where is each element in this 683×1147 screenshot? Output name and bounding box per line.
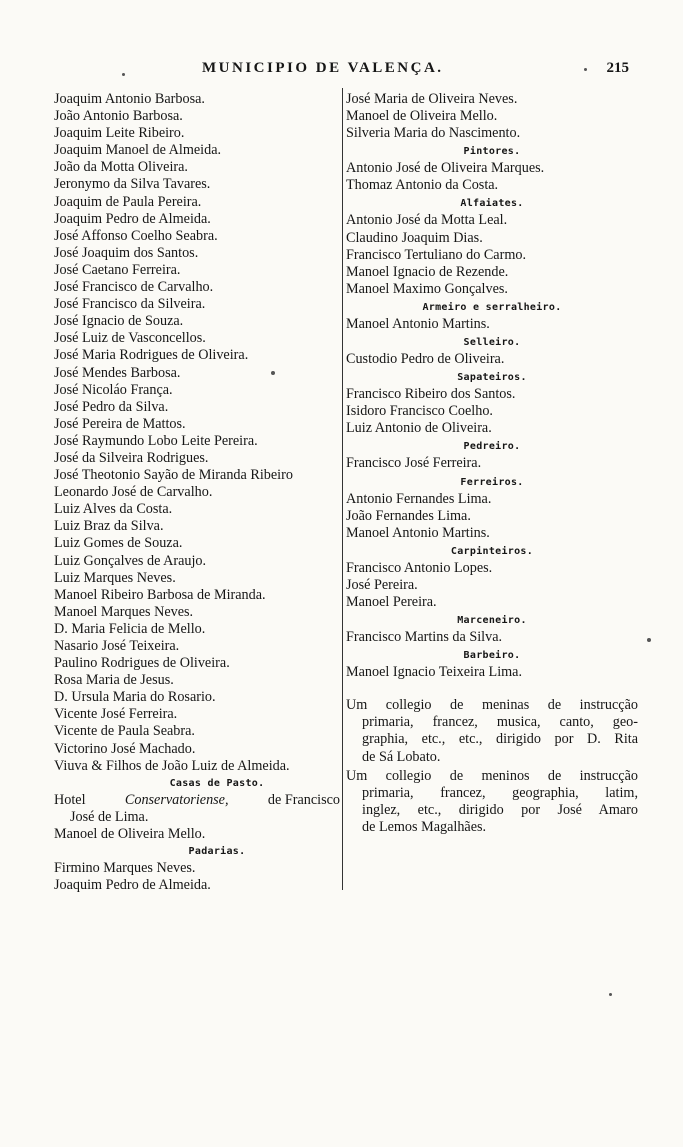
list-item: Luiz Marques Neves. bbox=[54, 569, 176, 586]
padarias-list bbox=[54, 860, 340, 894]
list-item: José Maria Rodrigues de Oliveira. bbox=[54, 347, 249, 364]
hotel-owner: José de Lima. bbox=[70, 808, 149, 825]
list-item: Vicente de Paula Seabra. bbox=[54, 723, 195, 740]
list-item: José Raymundo Lobo Leite Pereira. bbox=[54, 432, 258, 449]
section-heading-marceneiro: Marceneiro. bbox=[457, 615, 527, 627]
list-item: Manoel Antonio Martins. bbox=[346, 315, 490, 332]
list-item: Antonio José de Oliveira Marques. bbox=[346, 160, 545, 177]
page-number: 215 bbox=[606, 60, 629, 76]
list-item: D. Maria Felicia de Mello. bbox=[54, 620, 206, 637]
list-item: Francisco Martins da Silva. bbox=[346, 629, 503, 646]
section-heading-carpinteiros: Carpinteiros. bbox=[450, 545, 534, 557]
list-item: Rosa Maria de Jesus. bbox=[54, 672, 174, 689]
list-item: José Pereira. bbox=[346, 576, 418, 593]
college-notice-line: de Lemos Magalhães. bbox=[362, 818, 487, 835]
section-heading-sapateiros: Sapateiros. bbox=[457, 372, 527, 384]
college-notice-line: inglez, etc., dirigido por José Amaro bbox=[362, 801, 638, 818]
hotel-entry bbox=[54, 792, 340, 826]
college-notice-line: de Sá Lobato. bbox=[362, 748, 441, 765]
list-item: Joaquim Leite Ribeiro. bbox=[54, 125, 185, 142]
list-item: Victorino José Machado. bbox=[54, 740, 196, 757]
college-notice-line: Um collegio de meninas de instrucção bbox=[346, 697, 638, 714]
list-item: Manoel de Oliveira Mello. bbox=[54, 825, 206, 842]
list-item: Leonardo José de Carvalho. bbox=[54, 484, 213, 501]
list-item: Antonio Fernandes Lima. bbox=[346, 490, 492, 507]
list-item: José Ignacio de Souza. bbox=[54, 313, 184, 330]
list-item: Francisco José Ferreira. bbox=[346, 455, 482, 472]
section-heading-selleiro: Selleiro. bbox=[463, 337, 521, 349]
list-item: Manoel Maximo Gonçalves. bbox=[346, 280, 508, 297]
college-notice-line: Um collegio de meninos de instrucção bbox=[346, 767, 638, 784]
list-item: João Antonio Barbosa. bbox=[54, 108, 183, 125]
list-item: Viuva & Filhos de João Luiz de Almeida. bbox=[54, 757, 290, 774]
college-notice-line: primaria, francez, musica, canto, geo- bbox=[362, 714, 638, 731]
left-column bbox=[54, 91, 340, 894]
speck bbox=[647, 638, 651, 642]
right-top-list bbox=[346, 91, 638, 142]
list-item: José Nicoláo França. bbox=[54, 381, 173, 398]
list-item: José Maria de Oliveira Neves. bbox=[346, 91, 518, 107]
section-heading-ferreiros: Ferreiros. bbox=[460, 476, 524, 488]
list-item: Luiz Alves da Costa. bbox=[54, 501, 173, 518]
list-item: Manoel Marques Neves. bbox=[54, 603, 194, 620]
college-notices bbox=[346, 697, 638, 836]
list-item: José Francisco da Silveira. bbox=[54, 296, 206, 313]
list-item: Luiz Braz da Silva. bbox=[54, 518, 164, 535]
list-item: José Pereira de Mattos. bbox=[54, 415, 186, 432]
list-item: Silveria Maria do Nascimento. bbox=[346, 125, 521, 142]
speck bbox=[122, 73, 125, 76]
hotel-name: Conservatoriense, bbox=[124, 791, 229, 808]
list-item: João Fernandes Lima. bbox=[346, 507, 471, 524]
list-item: Joaquim de Paula Pereira. bbox=[54, 193, 202, 210]
right-column bbox=[346, 91, 638, 836]
column-divider bbox=[342, 88, 343, 890]
list-item: D. Ursula Maria do Rosario. bbox=[54, 689, 216, 706]
hotel-prefix: Hotel bbox=[54, 791, 86, 808]
list-item: José Mendes Barbosa. bbox=[54, 364, 181, 381]
list-item: Francisco Antonio Lopes. bbox=[346, 559, 493, 576]
left-name-list bbox=[54, 91, 340, 775]
list-item: Luiz Gonçalves de Araujo. bbox=[54, 552, 207, 569]
section-heading-casas-de-pasto: Casas de Pasto. bbox=[169, 777, 265, 789]
list-item: Firmino Marques Neves. bbox=[54, 860, 196, 877]
trade-sections bbox=[346, 142, 638, 681]
list-item: Joaquim Antonio Barbosa. bbox=[54, 91, 205, 107]
list-item: José Affonso Coelho Seabra. bbox=[54, 227, 218, 244]
list-item: Manoel de Oliveira Mello. bbox=[346, 108, 498, 125]
list-item: José Joaquim dos Santos. bbox=[54, 244, 199, 261]
list-item: Isidoro Francisco Coelho. bbox=[346, 403, 493, 420]
list-item: Francisco Tertuliano do Carmo. bbox=[346, 246, 526, 263]
section-heading-armeiro-e-serralheiro: Armeiro e serralheiro. bbox=[422, 301, 562, 313]
page-title: MUNICIPIO DE VALENÇA. bbox=[202, 60, 444, 76]
list-item: José Caetano Ferreira. bbox=[54, 261, 181, 278]
list-item: João da Motta Oliveira. bbox=[54, 159, 188, 176]
list-item: José Francisco de Carvalho. bbox=[54, 279, 214, 296]
list-item: Manoel Ignacio de Rezende. bbox=[346, 263, 509, 280]
page-header bbox=[52, 60, 629, 82]
list-item: Paulino Rodrigues de Oliveira. bbox=[54, 655, 230, 672]
college-notice-line: primaria, francez, geographia, latim, bbox=[362, 784, 638, 801]
list-item: Francisco Ribeiro dos Santos. bbox=[346, 386, 516, 403]
list-item: José Theotonio Sayão de Miranda Ribeiro bbox=[54, 467, 293, 484]
college-notice bbox=[346, 697, 638, 765]
list-item: José Pedro da Silva. bbox=[54, 398, 169, 415]
list-item: Luiz Antonio de Oliveira. bbox=[346, 420, 492, 437]
list-item: Manoel Pereira. bbox=[346, 593, 437, 610]
list-item: Manoel Antonio Martins. bbox=[346, 524, 490, 541]
list-item: Jeronymo da Silva Tavares. bbox=[54, 176, 211, 193]
list-item: José Luiz de Vasconcellos. bbox=[54, 330, 206, 347]
list-item: Custodio Pedro de Oliveira. bbox=[346, 351, 505, 368]
list-item: Nasario José Teixeira. bbox=[54, 638, 180, 654]
list-item: José da Silveira Rodrigues. bbox=[54, 449, 209, 466]
speck bbox=[271, 371, 275, 375]
section-heading-padarias: Padarias. bbox=[188, 846, 246, 858]
college-notice bbox=[346, 768, 638, 836]
hotel-suffix: de Francisco bbox=[267, 791, 340, 808]
list-item: Joaquim Manoel de Almeida. bbox=[54, 142, 222, 159]
list-item: Antonio José da Motta Leal. bbox=[346, 212, 508, 229]
list-item: Claudino Joaquim Dias. bbox=[346, 229, 483, 246]
section-heading-pedreiro: Pedreiro. bbox=[463, 441, 521, 453]
speck bbox=[584, 68, 587, 71]
list-item: Joaquim Pedro de Almeida. bbox=[54, 877, 211, 894]
college-notice-line: graphia, etc., etc., dirigido por D. Rita bbox=[362, 731, 638, 748]
section-heading-alfaiates: Alfaiates. bbox=[460, 198, 524, 210]
list-item: Vicente José Ferreira. bbox=[54, 706, 178, 723]
list-item: Manoel Ribeiro Barbosa de Miranda. bbox=[54, 586, 266, 603]
speck bbox=[609, 993, 612, 996]
list-item: Manoel Ignacio Teixeira Lima. bbox=[346, 664, 523, 681]
section-heading-pintores: Pintores. bbox=[463, 146, 521, 158]
section-heading-barbeiro: Barbeiro. bbox=[463, 650, 521, 662]
list-item: Joaquim Pedro de Almeida. bbox=[54, 210, 211, 227]
list-item: Thomaz Antonio da Costa. bbox=[346, 177, 499, 194]
list-item: Luiz Gomes de Souza. bbox=[54, 535, 183, 552]
